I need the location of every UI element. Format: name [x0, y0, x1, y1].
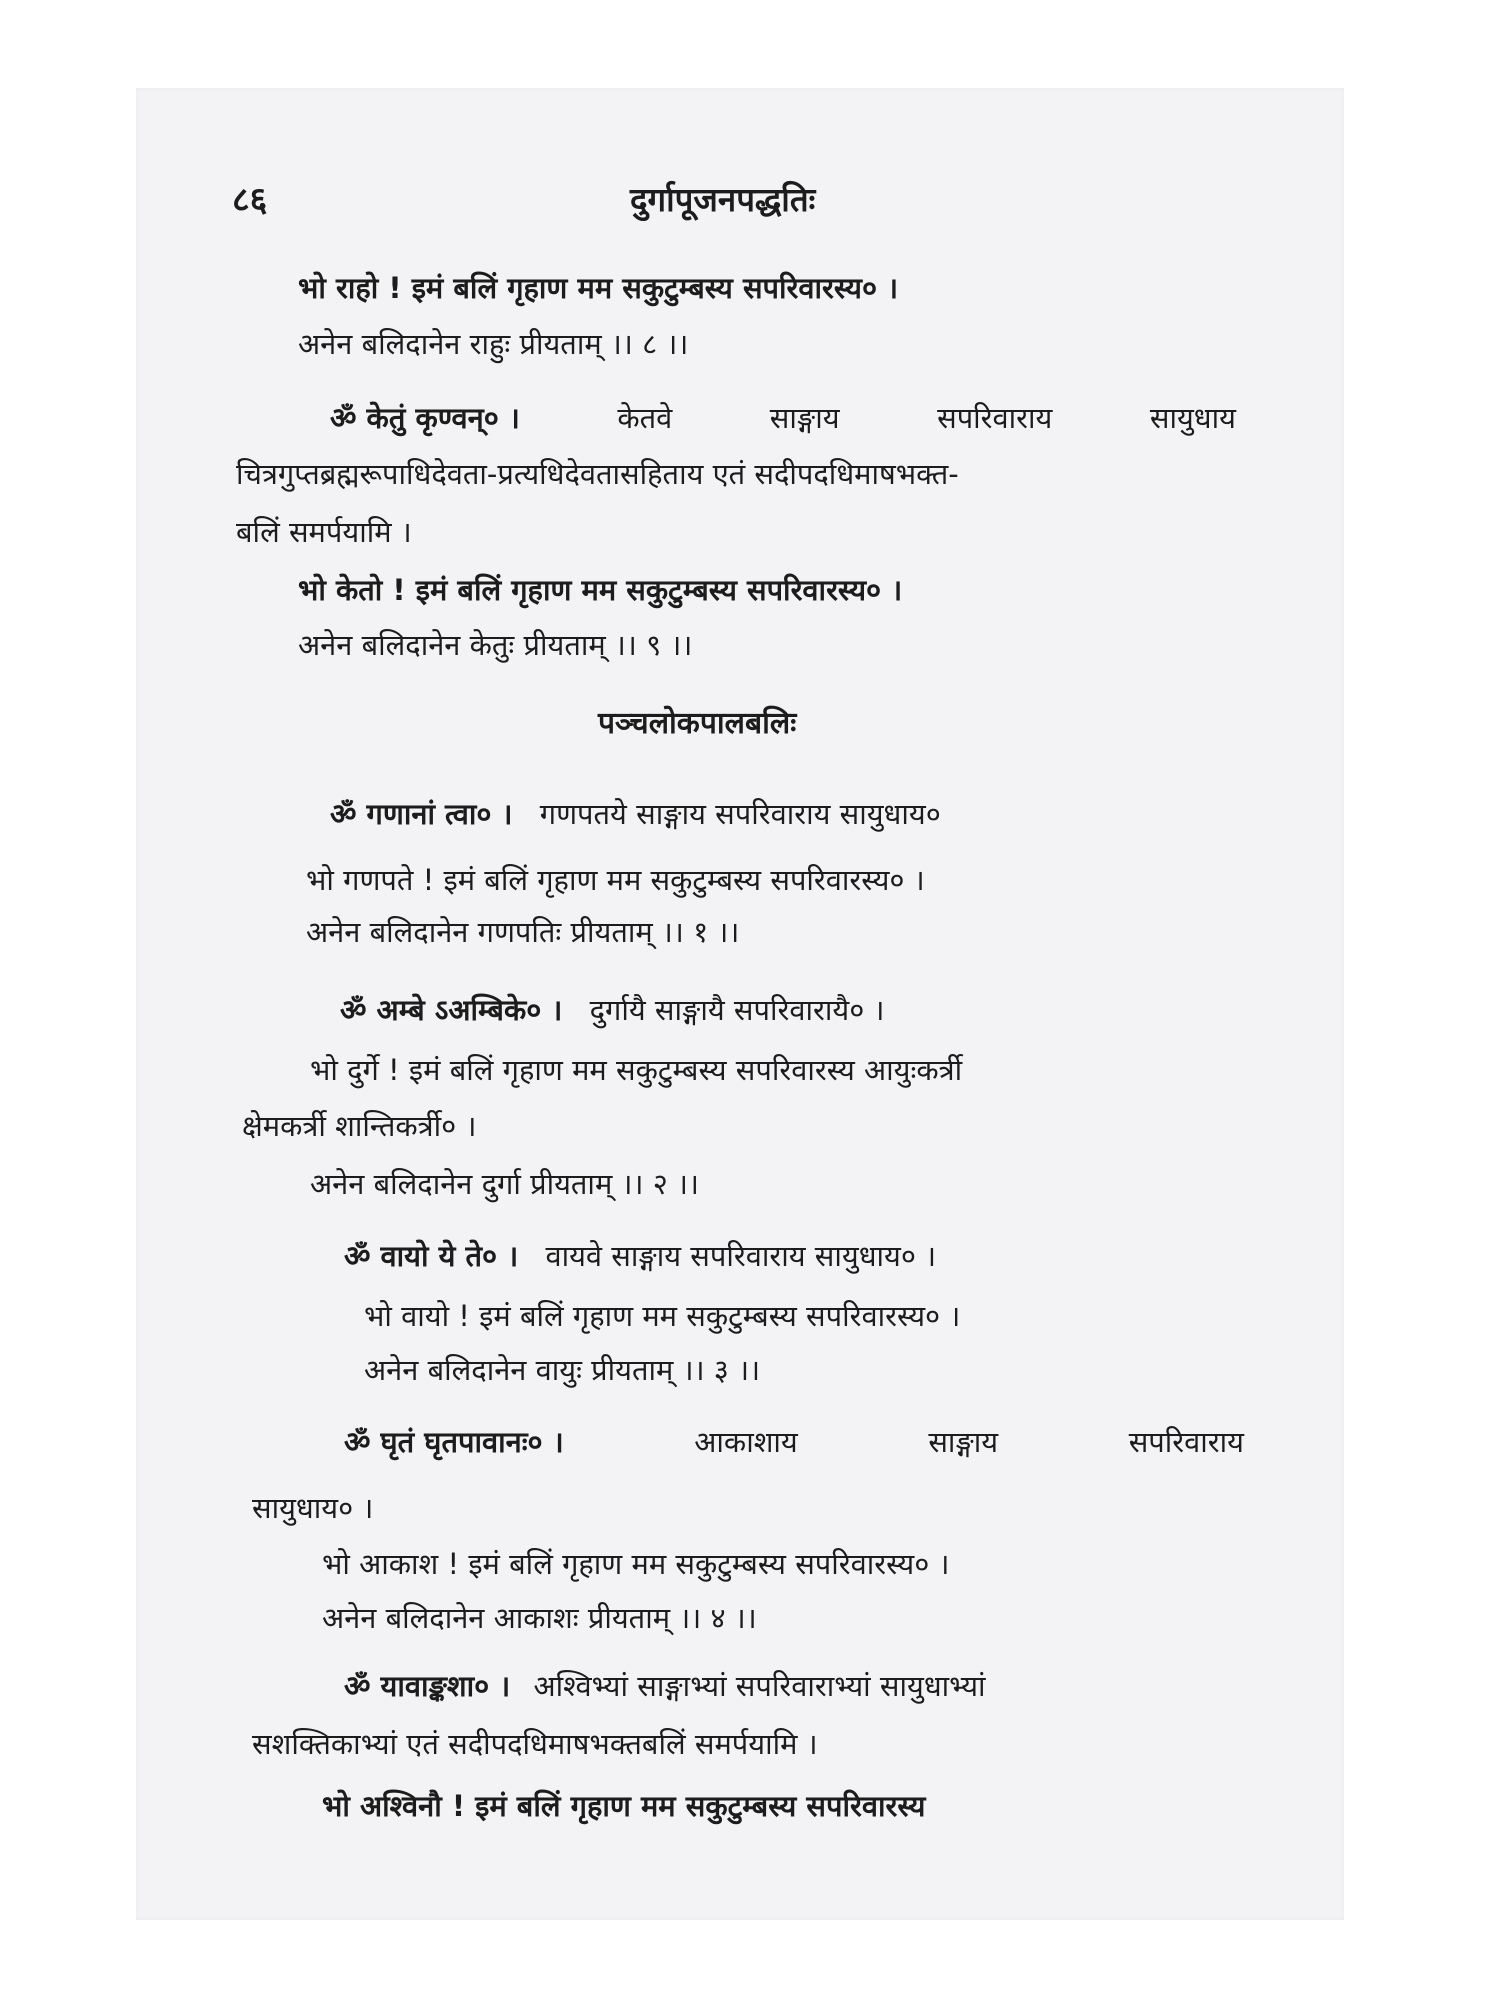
text-line — [344, 1666, 986, 1706]
word: आकाशाय — [694, 1425, 798, 1459]
page-title: दुर्गापूजनपद्धतिः — [630, 180, 816, 219]
text-line: भो केतो ! इमं बलिं गृहाण मम सकुटुम्बस्य सपरिवारस्य० । — [298, 573, 903, 607]
text-line: क्षेमकर्त्री शान्तिकर्त्री० । — [242, 1109, 477, 1143]
text-line: सशक्तिकाभ्यां एतं सदीपदधिमाषभक्तबलिं समर्पयामि । — [252, 1727, 818, 1761]
text-line: बलिं समर्पयामि । — [236, 515, 412, 549]
section-heading: पञ्चलोकपालबलिः — [598, 706, 797, 741]
mantra: ॐ अम्बे ऽअम्बिके० । — [340, 993, 563, 1027]
word: सायुधाय — [1149, 401, 1236, 435]
mantra: ॐ वायो ये ते० । — [344, 1239, 519, 1273]
page-number: ८६ — [232, 180, 268, 220]
word: केतवे — [617, 401, 673, 435]
text-line — [344, 1236, 936, 1276]
text-line — [330, 794, 941, 834]
text-line: अनेन बलिदानेन आकाशः प्रीयताम् ।। ४ ।। — [322, 1601, 757, 1635]
text-line: भो वायो ! इमं बलिं गृहाण मम सकुटुम्बस्य सपरिवारस्य० । — [364, 1299, 961, 1333]
text-line — [344, 1422, 1244, 1462]
text-span: अश्विभ्यां साङ्गाभ्यां सपरिवाराभ्यां सायुधाभ्यां — [533, 1669, 986, 1703]
text-span: दुर्गायै साङ्गायै सपरिवारायै० । — [589, 993, 885, 1027]
mantra: ॐ केतुं कृण्वन्० । — [330, 401, 520, 435]
word: साङ्गाय — [769, 401, 840, 435]
text-line: अनेन बलिदानेन राहुः प्रीयताम् ।। ८ ।। — [298, 327, 689, 361]
text-line: भो आकाश ! इमं बलिं गृहाण मम सकुटुम्बस्य सपरिवारस्य० । — [322, 1547, 950, 1581]
text-line: सायुधाय० । — [252, 1491, 374, 1525]
text-line: चित्रगुप्तब्रह्मरूपाधिदेवता-प्रत्यधिदेवतासहिताय एतं सदीपदधिमाषभक्त- — [236, 457, 959, 491]
text-line: भो गणपते ! इमं बलिं गृहाण मम सकुटुम्बस्य सपरिवारस्य० । — [306, 863, 925, 897]
text-line: अनेन बलिदानेन दुर्गा प्रीयताम् ।। २ ।। — [310, 1167, 699, 1201]
mantra: ॐ घृतं घृतपावानः० । — [344, 1425, 564, 1459]
text-line — [330, 398, 1236, 438]
text-line: अनेन बलिदानेन केतुः प्रीयताम् ।। ९ ।। — [298, 628, 693, 662]
text-span: गणपतये साङ्गाय सपरिवाराय सायुधाय० — [539, 797, 941, 831]
text-line: भो अश्विनौ ! इमं बलिं गृहाण मम सकुटुम्बस्य सपरिवारस्य — [322, 1789, 926, 1823]
text-span: वायवे साङ्गाय सपरिवाराय सायुधाय० । — [545, 1239, 937, 1273]
text-line: अनेन बलिदानेन वायुः प्रीयताम् ।। ३ ।। — [364, 1353, 761, 1387]
mantra: ॐ गणानां त्वा० । — [330, 797, 513, 831]
word: साङ्गाय — [928, 1425, 999, 1459]
text-line: अनेन बलिदानेन गणपतिः प्रीयताम् ।। १ ।। — [306, 915, 740, 949]
mantra: ॐ यावाङ्कशा० । — [344, 1669, 511, 1703]
text-line: भो दुर्गे ! इमं बलिं गृहाण मम सकुटुम्बस्य सपरिवारस्य आयुःकर्त्री — [310, 1053, 963, 1087]
word: सपरिवाराय — [937, 401, 1053, 435]
word: सपरिवाराय — [1128, 1425, 1244, 1459]
text-line: भो राहो ! इमं बलिं गृहाण मम सकुटुम्बस्य सपरिवारस्य० । — [298, 271, 899, 305]
text-line — [340, 990, 885, 1030]
